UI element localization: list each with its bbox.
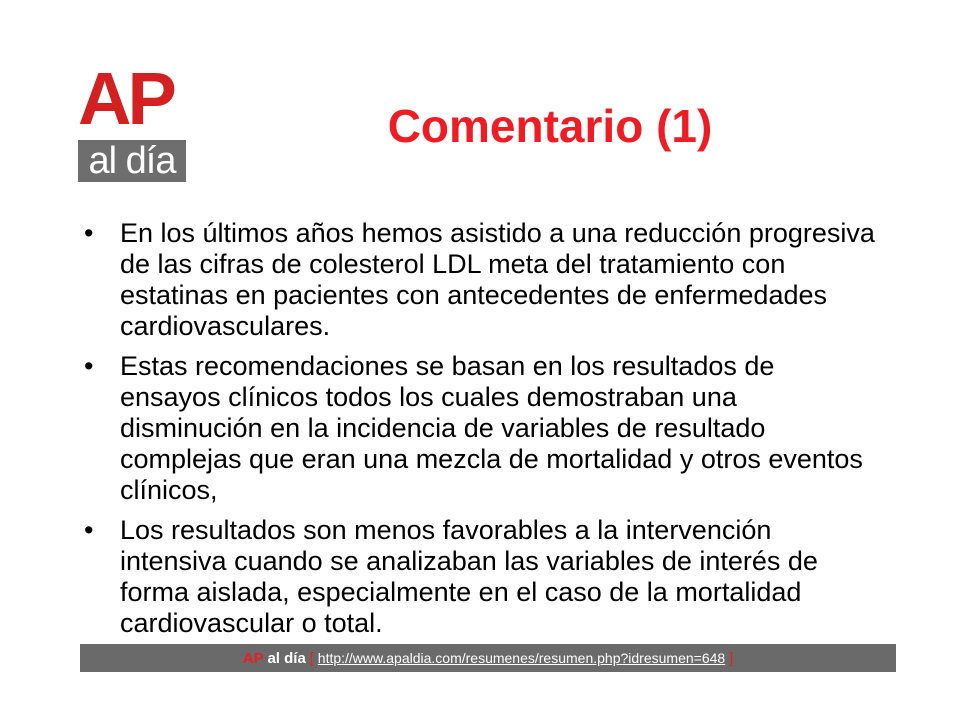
- footer-bracket-open: [: [309, 650, 314, 667]
- bullet-item-3: [82, 515, 882, 639]
- footer-brand-ap: AP: [242, 650, 264, 667]
- bullet-item-2: [82, 351, 882, 506]
- apaldia-logo: [78, 57, 186, 182]
- bullet-item-1: [82, 218, 882, 342]
- bullet-text: Los resultados son menos favorables a la intervención intensiva cuando se analizaban las variables de interés de forma aislada, especialmente en el caso de la mortalidad cardiovascular o total.: [120, 515, 818, 638]
- logo-aldia-box: al día: [78, 140, 186, 182]
- bullet-text: En los últimos años hemos asistido a una reducción progresiva de las cifras de colesterol LDL meta del tratamiento con estatinas en pacientes con antecedentes de enfermedades cardiovasculares.: [120, 218, 875, 341]
- bullet-marker: •: [84, 218, 94, 248]
- footer-brand-aldia: al día: [267, 650, 306, 667]
- slide-title: Comentario (1): [387, 100, 713, 152]
- bullet-marker: •: [84, 351, 94, 381]
- footer-bar: [80, 644, 896, 672]
- footer-source-link[interactable]: http://www.apaldia.com/resumenes/resumen.php?idresumen=648: [317, 650, 726, 666]
- footer-bracket-close: ]: [729, 650, 734, 667]
- bullet-list: [82, 218, 882, 648]
- bullet-marker: •: [84, 515, 94, 545]
- bullet-text: Estas recomendaciones se basan en los resultados de ensayos clínicos todos los cuales demostraban una disminución en la incidencia de variables de resultado complejas que eran una mezcla de mortalidad y otros eventos clínicos,: [120, 351, 863, 505]
- logo-ap-text: AP: [78, 57, 173, 140]
